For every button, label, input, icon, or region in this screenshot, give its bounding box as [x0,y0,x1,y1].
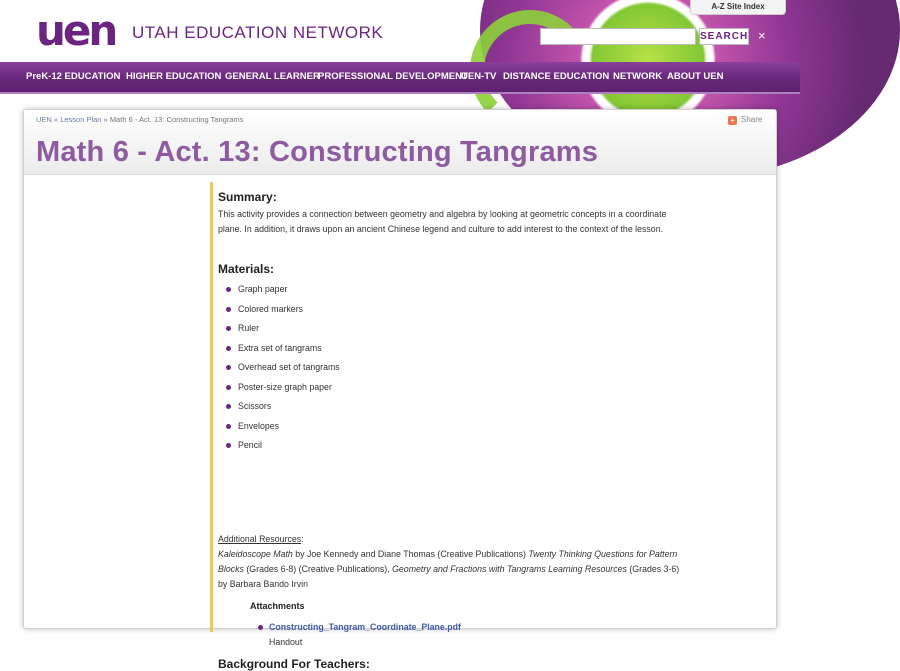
material-label: Colored markers [238,303,304,314]
materials-list [218,280,688,456]
bullet-icon [226,287,231,292]
bullet-icon [226,326,231,331]
attachment-link[interactable]: Constructing_Tangram_Coordinate_Plane.pdf [269,622,461,632]
summary-section [218,190,688,237]
bullet-icon [226,385,231,390]
content-card [23,109,777,671]
material-label: Envelopes [238,420,280,431]
material-label: Pencil [238,440,262,450]
background-heading: Background For Teachers: [218,657,370,671]
page-title: Math 6 - Act. 13: Constructing Tangrams [36,136,599,168]
list-item [218,417,688,437]
search-button[interactable]: SEARCH [699,28,749,45]
bullet-icon [226,424,231,429]
material-label: Ruler [238,323,260,333]
az-site-index-link[interactable]: A-Z Site Index [690,0,786,15]
attachments-heading: Attachments [250,601,305,611]
lesson-content [210,182,690,671]
nav-item-professional-development[interactable]: PROFESSIONAL DEVELOPMENT [318,71,468,82]
list-item [218,358,688,378]
main-nav [0,62,800,94]
list-item [218,300,688,320]
list-item [218,339,688,359]
material-label: Graph paper [238,284,288,294]
breadcrumb-separator: » [51,115,61,124]
list-item [218,280,688,300]
list-item [218,397,688,417]
attachment-item [250,620,650,650]
share-icon: + [728,116,737,125]
breadcrumb-separator: » [101,115,110,124]
bullet-icon [226,365,231,370]
logo-text: uen [36,6,116,55]
summary-text: This activity provides a connection between geometry and algebra by looking at geometric concepts in a coordinate plane. In addition, it draws upon an ancient Chinese legend and culture to add interest to the context of the lesson. [218,209,667,234]
material-label: Extra set of tangrams [238,342,322,353]
list-item [218,378,688,398]
bullet-icon [258,625,263,630]
site-title[interactable]: UTAH EDUCATION NETWORK [132,23,384,42]
title-bar [24,110,776,175]
share-label: Share [741,115,763,124]
bullet-icon [226,346,231,351]
bullet-icon [226,404,231,409]
nav-item-higher-education[interactable]: HIGHER EDUCATION [126,71,222,82]
book-details: (Grades 3-6) by Barbara Bando Irvin [218,564,680,589]
search-input[interactable] [540,28,696,45]
additional-resources-heading: Additional Resources [218,534,302,544]
attachment-description: Handout [269,637,303,647]
site-header [0,0,800,62]
book-title: Geometry and Fractions with Tangrams Learning Resources [392,564,627,574]
additional-resources [218,532,688,592]
summary-heading: Summary: [218,190,277,204]
nav-item-uen-tv[interactable]: UEN-TV [461,71,497,82]
book-details: by Joe Kennedy and Diane Thomas (Creative Publications) [292,549,529,559]
share-button[interactable] [728,115,762,125]
book-title: Twenty Thinking Questions for Pattern Blocks [218,549,678,574]
materials-heading: Materials: [218,262,275,276]
materials-section [218,262,688,456]
nav-item-distance-education[interactable]: DISTANCE EDUCATION [503,71,610,82]
material-label: Poster-size graph paper [238,381,332,392]
material-label: Scissors [238,401,272,411]
book-title: Kaleidoscope Math [218,549,293,559]
book-details: (Grades 6-8) (Creative Publications), [243,564,393,574]
bullet-icon [226,443,231,448]
list-item [218,436,688,456]
breadcrumb-lesson-plan-link[interactable]: Lesson Plan [60,115,102,124]
nav-item-general-learner[interactable]: GENERAL LEARNER [225,71,320,82]
material-label: Overhead set of tangrams [238,362,340,372]
nav-item-about-uen[interactable]: ABOUT UEN [667,71,724,82]
breadcrumb-current: Math 6 - Act. 13: Constructing Tangrams [109,115,244,124]
uen-logo[interactable] [36,6,116,55]
close-icon[interactable]: × [758,28,766,43]
list-item [218,319,688,339]
attachments-section [250,599,650,650]
breadcrumb [36,115,244,124]
resources-colon: : [301,534,304,544]
nav-item-prek12[interactable]: PreK-12 EDUCATION [26,71,121,82]
bullet-icon [226,307,231,312]
breadcrumb-home-link[interactable]: UEN [36,115,52,124]
nav-item-network[interactable]: NETWORK [613,71,663,82]
